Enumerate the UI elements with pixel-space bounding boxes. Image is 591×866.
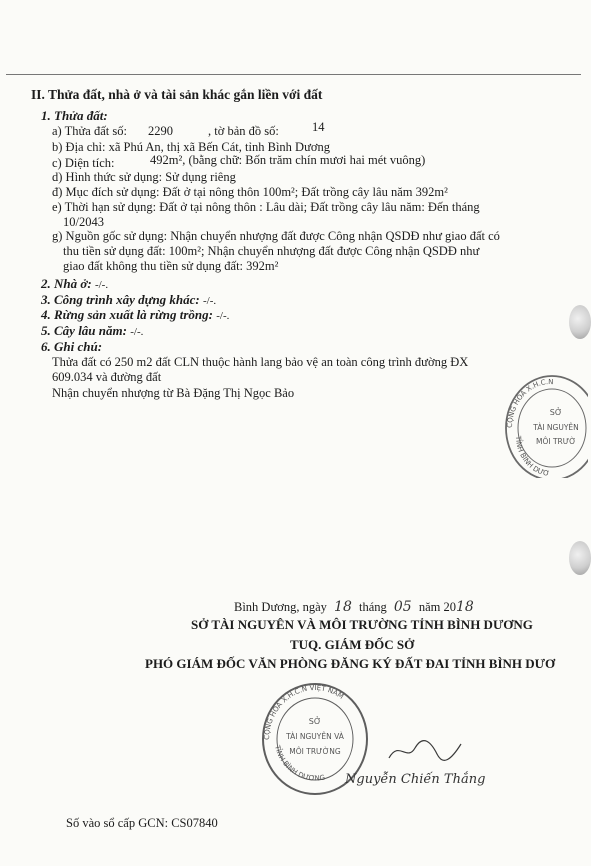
seal-small-line-2: TÀI NGUYÊN: [533, 423, 579, 432]
authority-line-1: SỞ TÀI NGUYÊN VÀ MÔI TRƯỜNG TỈNH BÌNH DƯƠNG: [191, 617, 533, 632]
seal-main-line-2: TÀI NGUYÊN VÀ: [286, 732, 344, 741]
header-rule: [6, 74, 581, 75]
notes-heading: 6. Ghi chú:: [41, 339, 103, 354]
address: b) Địa chỉ: xã Phú An, thị xã Bến Cát, tỉnh Bình Dương: [52, 140, 330, 154]
seal-small: [498, 372, 588, 478]
usage-term: e) Thời hạn sử dụng: Đất ở tại nông thôn : Lâu dài; Đất trồng cây lâu năm: Đến tháng: [52, 200, 480, 214]
house-heading: 2. Nhà ở:: [41, 276, 92, 291]
house-value: -/-.: [94, 279, 109, 291]
binder-hole-top: [569, 305, 591, 339]
usage-term-end: 10/2043: [63, 215, 104, 229]
seal-main-line-3: MÔI TRƯỜNG: [289, 747, 341, 756]
date-month: 05: [393, 599, 412, 615]
date-day: 18: [334, 599, 352, 615]
other-construction-heading: 3. Công trình xây dựng khác:: [41, 292, 200, 307]
seal-small-ring-top: CỘNG HÒA X.H.C.N: [505, 377, 554, 429]
map-sheet-label: , tờ bản đồ số:: [208, 124, 279, 138]
date-place: Bình Dương, ngày: [234, 600, 327, 614]
notes-line-1: Thửa đất có 250 m2 đất CLN thuộc hành lang bảo vệ an toàn công trình đường ĐX: [52, 355, 469, 369]
seal-main-line-1: SỞ: [308, 717, 322, 726]
seal-main-ring-bottom: TỈNH BÌNH DƯƠNG: [273, 744, 326, 783]
usage-purpose: đ) Mục đích sử dụng: Đất ở tại nông thôn 100m²; Đất trồng cây lâu năm 392m²: [52, 185, 448, 199]
other-construction-value: -/-.: [203, 295, 217, 307]
seal-small-line-3: MÔI TRƯỜ: [535, 437, 577, 446]
forest-value: -/-.: [216, 310, 230, 322]
perennial-value: -/-.: [130, 326, 144, 338]
parcel-heading: 1. Thửa đất:: [41, 108, 108, 123]
usage-form: d) Hình thức sử dụng: Sử dụng riêng: [52, 170, 236, 184]
date-year-label: năm 20: [418, 600, 456, 614]
date-year: 18: [456, 599, 474, 615]
map-sheet-value: 14: [312, 120, 325, 134]
origin-line-3: giao đất không thu tiền sử dụng đất: 392m²: [63, 259, 279, 273]
binder-hole-bottom: [569, 541, 591, 575]
forest-row: [41, 307, 229, 323]
perennial-heading: 5. Cây lâu năm:: [41, 323, 127, 338]
area-label: c) Diện tích:: [52, 156, 115, 170]
forest-heading: 4. Rừng sản xuất là rừng trồng:: [41, 307, 213, 322]
parcel-number-value: 2290: [148, 124, 173, 138]
perennial-row: [41, 323, 143, 339]
date-month-label: tháng: [358, 600, 387, 614]
seal-small-line-1: SỞ: [549, 408, 563, 417]
section-title: II. Thửa đất, nhà ở và tài sản khác gắn liền với đất: [31, 87, 323, 102]
authority-line-2: TUQ. GIÁM ĐỐC SỞ: [290, 637, 415, 652]
notes-line-3: Nhận chuyển nhượng từ Bà Đặng Thị Ngọc Bảo: [52, 386, 295, 400]
signature-scribble: [385, 738, 465, 764]
authority-line-3: PHÓ GIÁM ĐỐC VĂN PHÒNG ĐĂNG KÝ ĐẤT ĐAI TỈNH BÌNH DƯƠ: [145, 656, 556, 671]
issue-date: [234, 599, 474, 615]
origin-line-2: thu tiền sử dụng đất: 100m²; Nhận chuyển nhượng đất được Công nhận QSDĐ như: [63, 244, 480, 258]
other-construction-row: [41, 292, 216, 308]
house-row: [41, 276, 108, 292]
parcel-number-label: a) Thửa đất số:: [52, 124, 127, 138]
origin-line-1: g) Nguồn gốc sử dụng: Nhận chuyển nhượng đất được Công nhận QSDĐ như giao đất có: [52, 229, 500, 243]
seal-main-ring-top: CỘNG HÒA X.H.C.N VIỆT NAM: [262, 683, 346, 741]
signatory-name: Nguyễn Chiến Thắng: [345, 772, 486, 787]
area-value: 492m², (bằng chữ: Bốn trăm chín mươi hai mét vuông): [150, 153, 426, 167]
seal-small-ring-bottom: TỈNH BÌNH DƯƠ: [513, 435, 551, 478]
registry-number: Số vào sổ cấp GCN: CS07840: [66, 816, 218, 830]
notes-line-2: 609.034 và đường đất: [52, 370, 162, 384]
